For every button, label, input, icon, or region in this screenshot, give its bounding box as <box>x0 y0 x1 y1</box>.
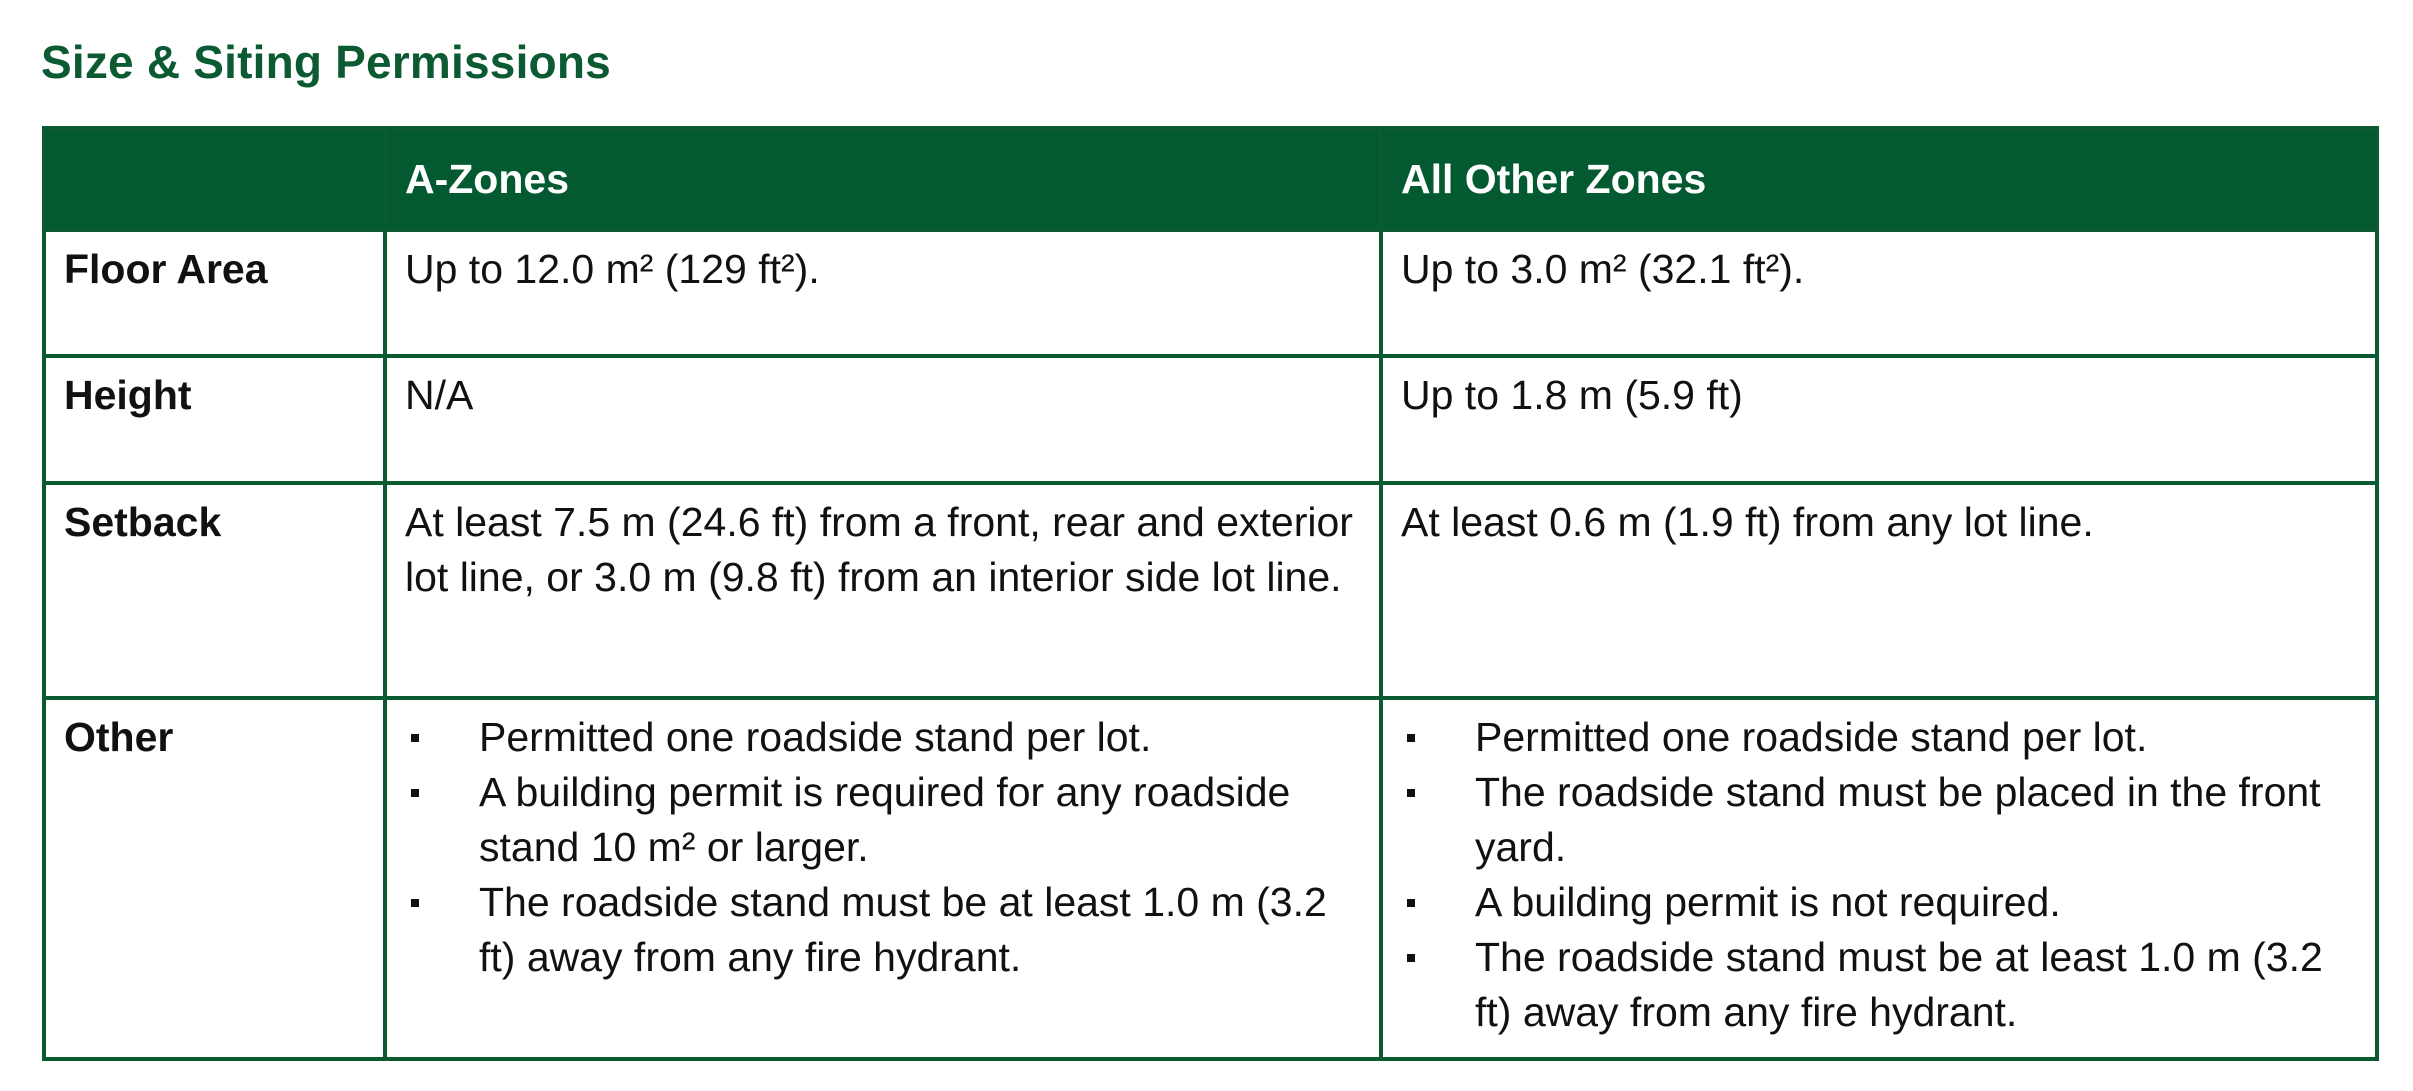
list-item: A building permit is required for any roadside stand 10 m² or larger. <box>405 765 1361 875</box>
row-label-height: Height <box>44 356 385 483</box>
header-row <box>44 128 2377 230</box>
cell-floor-area-a-zones: Up to 12.0 m² (129 ft²). <box>385 230 1381 356</box>
cell-height-other-zones: Up to 1.8 m (5.9 ft) <box>1381 356 2377 483</box>
list-item: Permitted one roadside stand per lot. <box>405 710 1361 765</box>
list-item: Permitted one roadside stand per lot. <box>1401 710 2357 765</box>
row-label-other: Other <box>44 698 385 1059</box>
table-row-setback <box>44 483 2377 698</box>
cell-height-a-zones: N/A <box>385 356 1381 483</box>
table-row-floor-area <box>44 230 2377 356</box>
cell-other-a-zones <box>385 698 1381 1059</box>
permissions-table <box>42 126 2379 1061</box>
list-item: The roadside stand must be at least 1.0 m (3.2 ft) away from any fire hydrant. <box>405 875 1361 985</box>
header-all-other-zones: All Other Zones <box>1381 128 2377 230</box>
list-item: The roadside stand must be placed in the front yard. <box>1401 765 2357 875</box>
list-item: The roadside stand must be at least 1.0 m (3.2 ft) away from any fire hydrant. <box>1401 930 2357 1040</box>
list-item: A building permit is not required. <box>1401 875 2357 930</box>
cell-floor-area-other-zones: Up to 3.0 m² (32.1 ft²). <box>1381 230 2377 356</box>
bullet-list-a-zones <box>405 710 1361 985</box>
table-body <box>44 230 2377 1059</box>
table-row-height <box>44 356 2377 483</box>
table-header <box>44 128 2377 230</box>
header-a-zones: A-Zones <box>385 128 1381 230</box>
row-label-floor-area: Floor Area <box>44 230 385 356</box>
header-corner <box>44 128 385 230</box>
page-title: Size & Siting Permissions <box>41 36 611 88</box>
row-label-setback: Setback <box>44 483 385 698</box>
cell-other-other-zones <box>1381 698 2377 1059</box>
table-row-other <box>44 698 2377 1059</box>
cell-setback-a-zones: At least 7.5 m (24.6 ft) from a front, rear and exterior lot line, or 3.0 m (9.8 ft) from an interior side lot line. <box>385 483 1381 698</box>
bullet-list-other-zones <box>1401 710 2357 1040</box>
cell-setback-other-zones: At least 0.6 m (1.9 ft) from any lot line. <box>1381 483 2377 698</box>
